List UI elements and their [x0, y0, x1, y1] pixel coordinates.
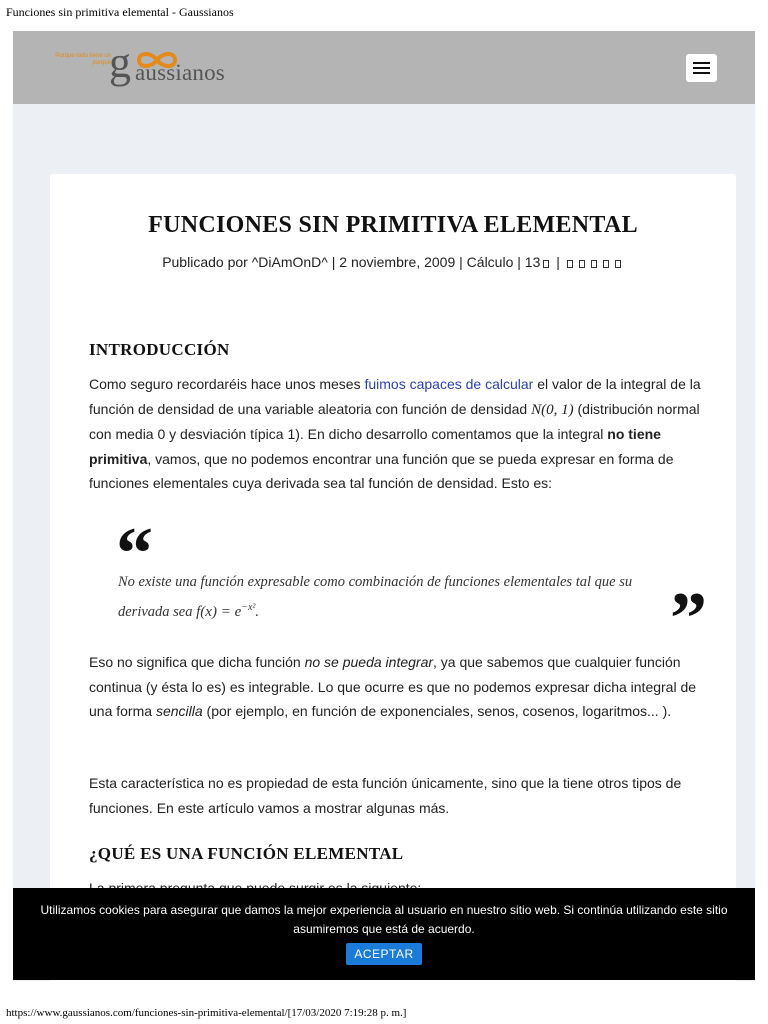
article-card [50, 174, 736, 981]
comment-icon [543, 260, 549, 268]
logo-wordmark: aussianos [135, 60, 225, 85]
hamburger-icon [693, 62, 710, 64]
text: . [255, 603, 260, 620]
italic-text: no se pueda integrar [304, 654, 434, 670]
post-meta [50, 254, 736, 270]
calculation-link[interactable]: fuimos capaces de calcular [364, 376, 534, 392]
math-exponent: −x² [241, 602, 256, 613]
meta-comments[interactable]: 13 [524, 254, 541, 270]
site-logo[interactable] [55, 38, 245, 89]
text: el valor de la integral de la función de densidad de una variable aleatoria con función de densidad [89, 376, 701, 417]
star-icon[interactable] [579, 260, 585, 268]
text: , vamos, que no podemos encontrar una función que se pueda expresar en forma de funciones elementales cuya derivada sea tal función de densidad. Esto es: [89, 450, 674, 491]
meta-date: 2 noviembre, 2009 [339, 254, 456, 270]
meta-author[interactable]: ^DiAmOnD^ [251, 254, 328, 270]
paragraph-other-functions: Esta característica no es propiedad de esta función únicamente, sino que la tiene otros tipos de funciones. En este artículo vamos a mostrar algunas más. [89, 775, 682, 816]
close-quote-icon: ” [670, 578, 707, 660]
star-icon[interactable] [615, 260, 621, 268]
math-function: f(x) = e [196, 603, 242, 620]
page-frame [13, 31, 755, 981]
text: (por ejemplo, en función de exponenciales, senos, cosenos, logaritmos... ). [202, 703, 672, 719]
bold-text: no tiene primitiva [89, 426, 661, 467]
math-normal-distribution: N(0, 1) [531, 401, 574, 418]
star-icon[interactable] [603, 260, 609, 268]
print-page-title: Funciones sin primitiva elemental - Gaussianos [6, 5, 234, 19]
menu-button[interactable] [686, 54, 717, 82]
meta-separator: | [455, 254, 467, 270]
meta-separator: | [327, 254, 340, 270]
post-title: FUNCIONES SIN PRIMITIVA ELEMENTAL [148, 212, 638, 238]
site-header [13, 31, 755, 104]
paragraph-integrable [89, 650, 701, 724]
meta-category[interactable]: Cálculo [466, 254, 514, 270]
text: (distribución normal con media 0 y desviación típica 1). En dicho desarrollo comentamos que la integral [89, 400, 700, 442]
text: Eso no significa que dicha función [89, 654, 305, 670]
section-heading-introduccion: INTRODUCCIÓN [89, 340, 230, 359]
star-icon[interactable] [591, 260, 597, 268]
intro-paragraph [89, 372, 701, 496]
logo-initial: g [109, 38, 131, 87]
text: Como seguro recordaréis hace unos meses [89, 376, 365, 392]
hamburger-icon [693, 67, 710, 69]
star-icon[interactable] [567, 260, 573, 268]
meta-separator: | [513, 254, 525, 270]
cookie-text: Utilizamos cookies para asegurar que damos la mejor experiencia al usuario en nuestro sitio web. Si continúa utilizando este sitio asumiremos que está de acuerdo. [40, 903, 728, 936]
open-quote-icon: “ [116, 513, 153, 595]
section-heading-funcion-elemental: ¿QUÉ ES UNA FUNCIÓN ELEMENTAL [89, 844, 404, 863]
text: , ya que sabemos que cualquier función continua (y ésta lo es) es integrable. Lo que ocurre es que no podemos expresar dicha integral de una forma [89, 654, 697, 719]
hamburger-icon [693, 72, 710, 74]
blockquote-text [118, 570, 643, 625]
meta-prefix: Publicado por [162, 254, 252, 270]
italic-text: sencilla [155, 703, 203, 719]
rating-stars[interactable] [564, 254, 624, 270]
accept-cookies-button[interactable]: ACEPTAR [346, 943, 422, 965]
meta-separator: | [552, 254, 564, 270]
print-page-url: https://www.gaussianos.com/funciones-sin-primitiva-elemental/[17/03/2020 7:19:28 p. m.] [6, 1007, 407, 1019]
cookie-banner [13, 888, 755, 980]
text: No existe una función expresable como combinación de funciones elementales tal que su derivada sea [118, 574, 633, 620]
logo-tagline: Porque todo tiene un porqué [55, 53, 111, 66]
